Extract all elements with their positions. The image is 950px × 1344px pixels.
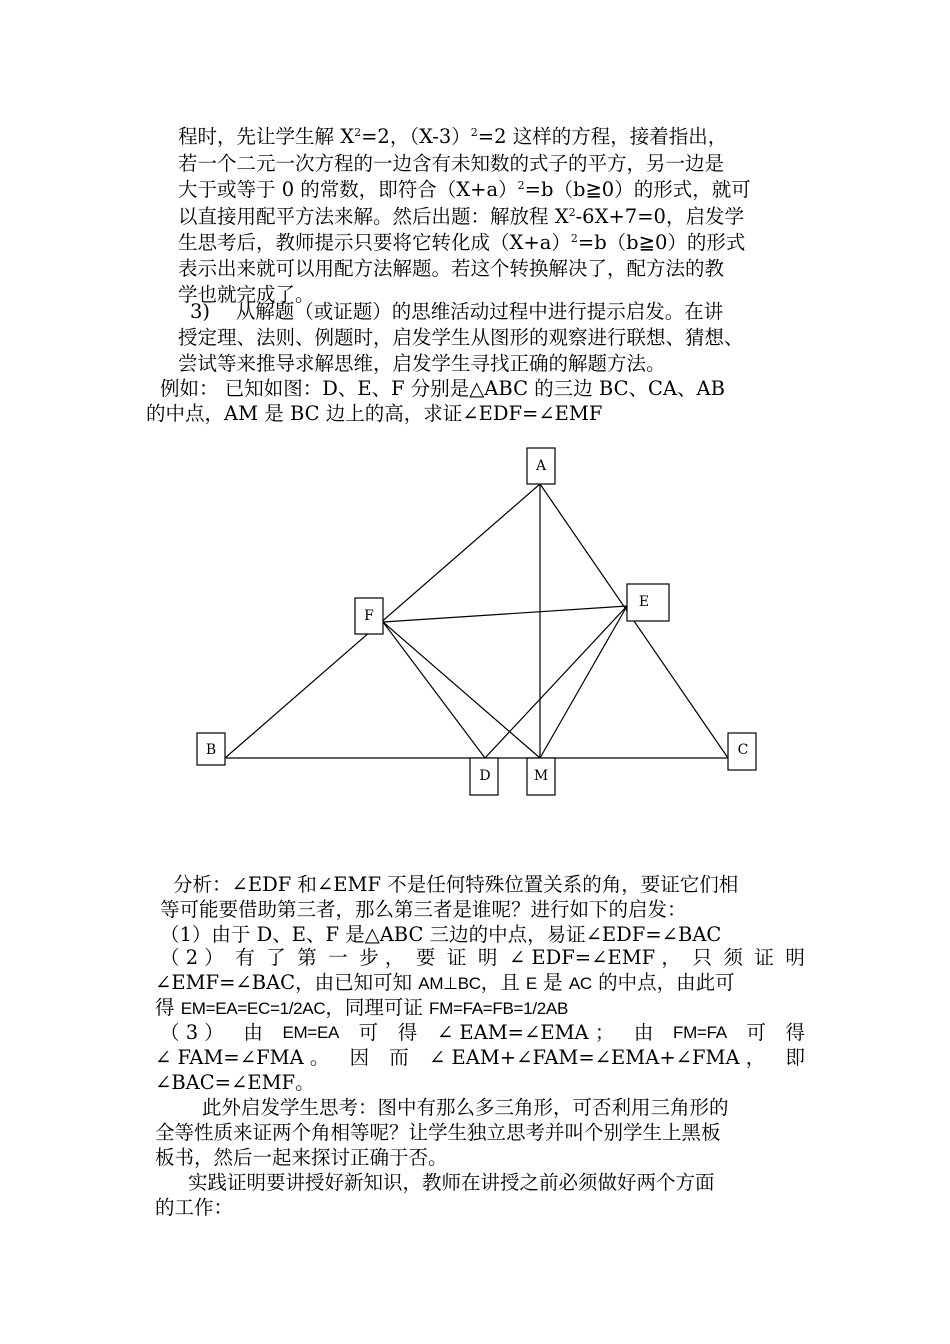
example-line1: 例如： 已知如图：D、E、F 分别是△ABC 的三边 BC、CA、AB [160, 377, 725, 400]
p1-line1: 程时，先让学生解 $X^2=2$，$(X-3)^2=2$ 这样的方程，接着指出， [178, 125, 728, 148]
p1-line3: 大于或等于 0 的常数，即符合$(X+a)^2=b(b≧0)$的形式，就可 [178, 178, 751, 201]
midpoint-f-label [355, 598, 383, 634]
svg-text:B: B [205, 742, 217, 758]
vertex-b-label [197, 733, 225, 765]
foot-m-label [527, 758, 555, 795]
p2-line1: 3) 从解题（或证题）的思维活动过程中进行提示启发。在讲 [190, 300, 724, 323]
vertex-a-label [527, 448, 555, 484]
svg-text:E: E [638, 594, 650, 610]
analysis-line1: 分析：∠EDF 和∠EMF 不是任何特殊位置关系的角，要证它们相 [173, 873, 739, 896]
midpoint-e-label [627, 584, 669, 621]
p1-line5: 生思考后，教师提示只要将它转化成$(X+a)^2=b(b≧0)$的形式 [178, 231, 746, 254]
p1-line7: 学也就完成了。 [178, 283, 315, 306]
p2-line2: 授定理、法则、例题时，启发学生从图形的观察进行联想、猜想、 [178, 326, 744, 349]
p4-line2: 的工作： [155, 1196, 234, 1219]
svg-text:M: M [533, 768, 549, 784]
p4-line1: 实践证明要讲授好新知识，教师在讲授之前必须做好两个方面 [188, 1171, 715, 1194]
analysis-line5: ∠EMF=∠BAC，由已知可知 AM⊥BC，且 E 是 AC 的中点，由此可 [155, 971, 735, 994]
svg-text:A: A [535, 458, 547, 474]
segment-fe [383, 606, 627, 622]
svg-text:D: D [479, 768, 491, 784]
midpoint-d-label [470, 758, 498, 795]
analysis-line8: ∠ FAM=∠FMA 。 因 而 ∠ EAM+∠FAM=∠EMA+∠FMA ， 即 [155, 1046, 805, 1069]
analysis-line7: （ 3 ） 由 EM=EA 可 得 ∠ EAM=∠EMA ； 由 FM=FA 可 得 [160, 1021, 805, 1044]
p3-line1: 此外启发学生思考：图中有那么多三角形，可否利用三角形的 [202, 1096, 729, 1119]
analysis-line9: ∠BAC=∠EMF。 [155, 1071, 315, 1094]
analysis-line4: （ 2 ） 有 了 第 一 步 ， 要 证 明 ∠ EDF=∠EMF ， 只 须 证 明 [160, 946, 805, 969]
segment-em [540, 606, 627, 758]
p3-line3: 板书，然后一起来探讨正确于否。 [155, 1146, 448, 1169]
analysis-line3: （1）由于 D、E、F 是△ABC 三边的中点，易证∠EDF=∠BAC [160, 923, 722, 946]
analysis-line6: 得 EM=EA=EC=1/2AC，同理可证 FM=FA=FB=1/2AB [155, 996, 568, 1019]
p1-line2: 若一个二元一次方程的一边含有未知数的式子的平方，另一边是 [178, 152, 725, 175]
segment-fm [383, 622, 540, 758]
analysis-line2: 等可能要借助第三者，那么第三者是谁呢？进行如下的启发： [160, 898, 687, 921]
example-line2: 的中点，AM 是 BC 边上的高，求证∠EDF=∠EMF [146, 402, 603, 425]
segment-fd [383, 622, 485, 758]
p2-line3: 尝试等来推导求解思维，启发学生寻找正确的解题方法。 [178, 352, 666, 375]
p1-line4: 以直接用配平方法来解。然后出题：解放程 $X^2-6X+7=0$，启发学 [178, 205, 744, 228]
p3-line2: 全等性质来证两个角相等呢？让学生独立思考并叫个别学生上黑板 [155, 1121, 721, 1144]
svg-text:C: C [737, 742, 749, 758]
svg-text:F: F [364, 608, 374, 624]
vertex-c-label [728, 733, 756, 770]
p1-line6: 表示出来就可以用配方法解题。若这个转换解决了，配方法的教 [178, 257, 725, 280]
segment-ed [485, 606, 627, 758]
